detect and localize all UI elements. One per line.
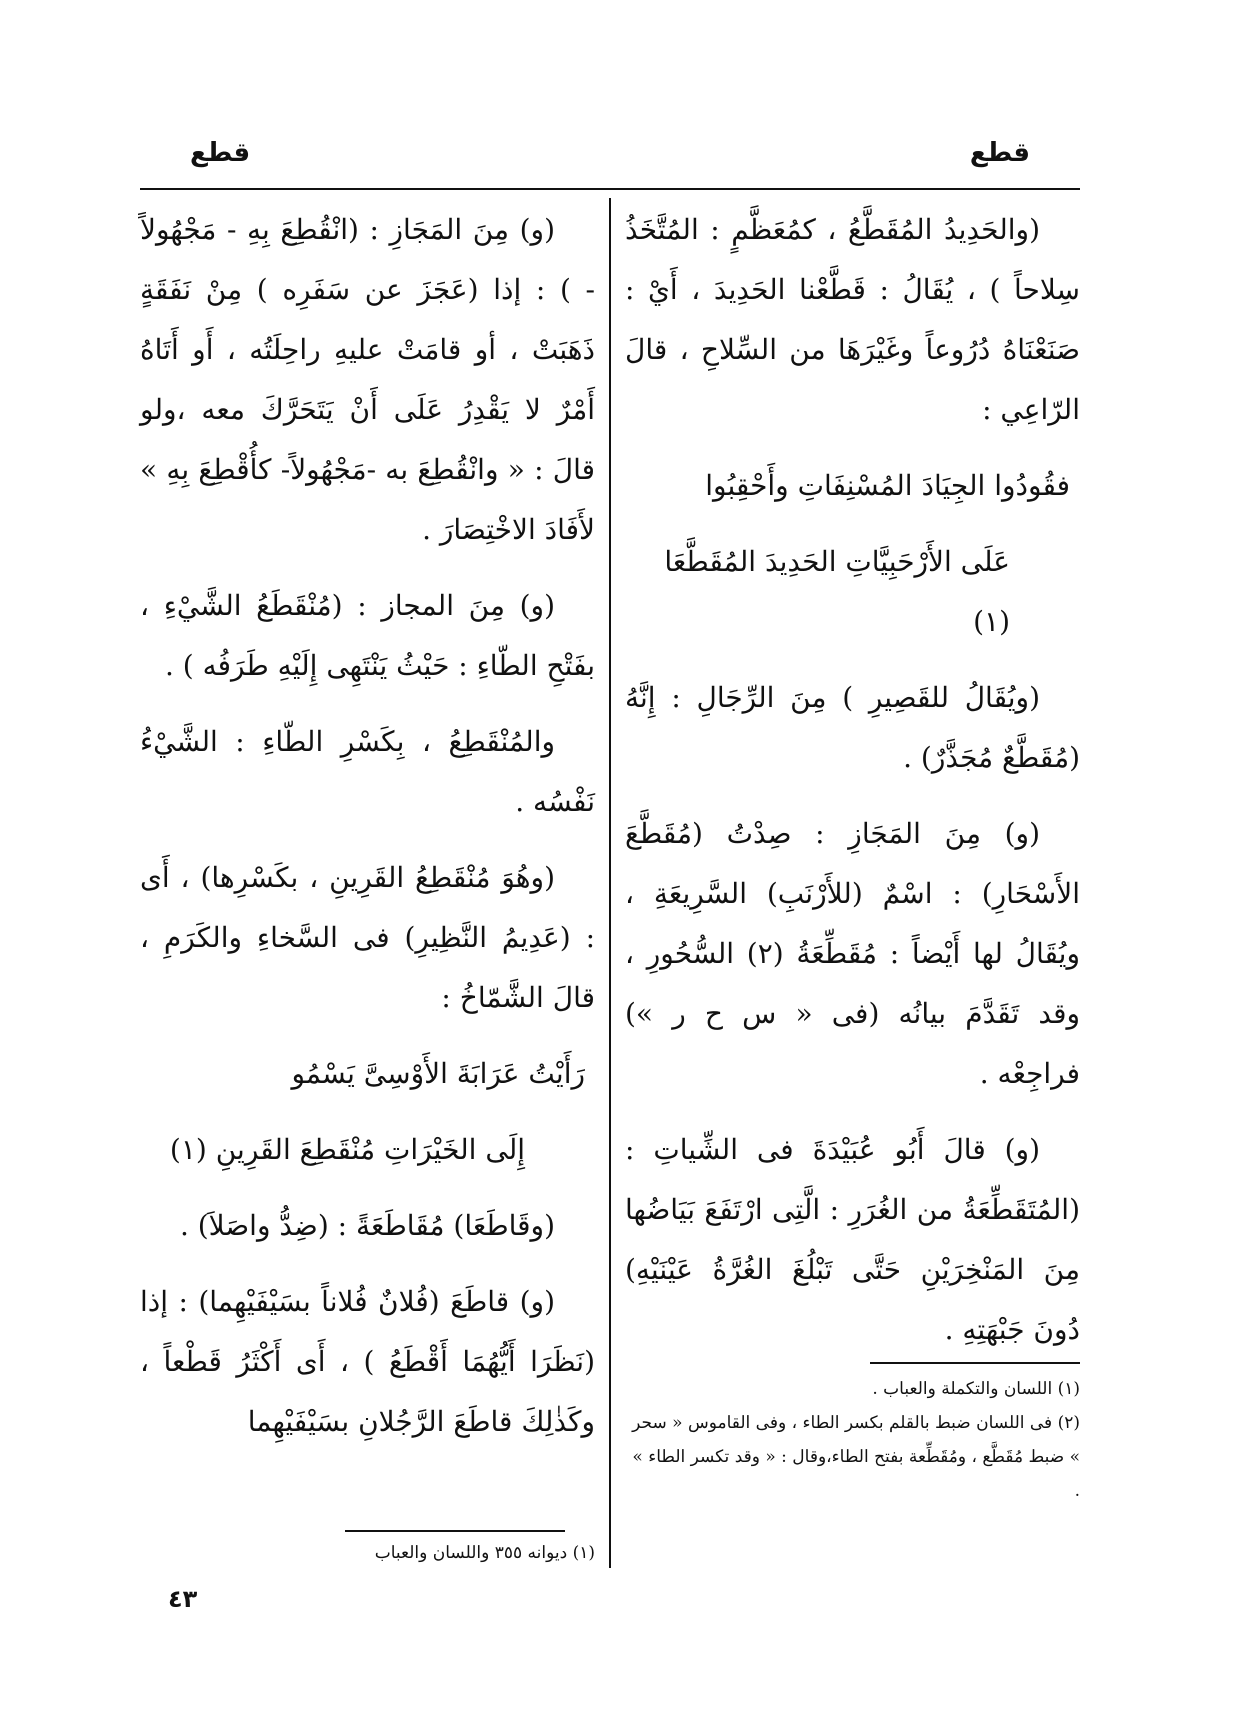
paragraph: (و) مِنَ المَجَازِ : صِدْتُ (مُقَطَّعَ الأَسْحَارِ) : اسْمٌ (للأَرْنَبِ) السَّرِيعَةِ ، ويُقَالُ لها أَيْضاً : مُقَطِّعَةُ (٢) السُّحُورِ ، وقد تَقَدَّمَ بيانُه (فى « س ح ر ») فراجِعْه . (625, 817, 1080, 1090)
paragraph: (وقَاطَعَا) مُقَاطَعَةً : (ضِدُّ واصَلاَ) . (179, 1209, 555, 1242)
paragraph: (و) قالَ أَبُو عُبَيْدَةَ فى الشِّياتِ : (المُتَقَطِّعَةُ من الغُرَرِ : الَّتِى ارْتَفَعَ بَيَاضُها مِنَ المَنْخِرَيْنِ حَتَّى تَبْلُغَ الغُرَّةُ عَيْنَيْهِ) دُونَ جَبْهَتِهِ . (625, 1133, 1080, 1346)
header-rule (140, 188, 1080, 190)
paragraph: (و) قاطَعَ (فُلانٌ فُلاناً بسَيْفَيْهِما) : إذا (نَظَرَا أَيُّهُمَا أَقْطَعُ ) ، أَى أَكْثَرُ قَطْعاً ، وكَذٰلِكَ قاطَعَ الرَّجُلانِ بسَيْفَيْهِما (140, 1285, 595, 1438)
paragraph: (و) مِنَ المَجَازِ : (انْقُطِعَ بِهِ - مَجْهُولاً - ) : إذا (عَجَزَ عن سَفَرِه ) مِنْ نَفَقَةٍ ذَهَبَتْ ، أو قامَتْ عليهِ راحِلَتُه ، أَو أَتَاهُ أَمْرٌ لا يَقْدِرُ عَلَى أَنْ يَتَحَرَّكَ معه ،ولو قالَ : « وانْقُطِعَ به -مَجْهُولاً- كأُقْطِعَ بِهِ » لأَفَادَ الاخْتِصَارَ . (140, 213, 595, 546)
verse-line: عَلَى الأَرْحَبِيَّاتِ الحَدِيدَ المُقَطَّعَا (١) (664, 545, 1010, 638)
page-number: ٤٣ (168, 1585, 198, 1613)
verse-line: إِلَى الخَيْرَاتِ مُنْقَطِعَ القَرِينِ (١) (169, 1133, 525, 1166)
paragraph: والمُنْقَطِعُ ، بِكَسْرِ الطّاءِ : الشَّيْءُ نَفْسُه . (140, 725, 595, 818)
verse-line: رَأَيْتُ عَرَابَةَ الأَوْسِىَّ يَسْمُو (291, 1057, 585, 1090)
paragraph: (وهُوَ مُنْقَطِعُ القَرِينِ ، بكَسْرِها) ، أَى : (عَدِيمُ النَّظِيرِ) فى السَّخاءِ والكَرَمِ ، قالَ الشَّمّاخُ : (140, 861, 595, 1014)
paragraph: (ويُقَالُ للقَصِيرِ ) مِنَ الرِّجَالِ : إِنَّهُ (مُقَطَّعٌ مُجَذَّرٌ) . (625, 681, 1080, 774)
right-column (625, 200, 1080, 1376)
footnote-rule (870, 1362, 1080, 1364)
paragraph: (والحَدِيدُ المُقَطَّعُ ، كمُعَظَّمٍ : المُتَّخَذُ سِلاحاً ) ، يُقَالُ : قَطَّعْنا الحَدِيدَ ، أَيْ : صَنَعْنَاهُ دُرُوعاً وغَيْرَهَا من السِّلاحِ ، قالَ الرّاعِي : (625, 213, 1080, 426)
right-footnotes (625, 1372, 1080, 1508)
footnote: (١) ديوانه ٣٥٥ واللسان والعباب (374, 1543, 595, 1563)
left-footnotes (140, 1536, 595, 1570)
right-running-head: قطع (969, 138, 1030, 168)
footnote: (٢) فى اللسان ضبط بالقلم بكسر الطاء ، وفى القاموس « سحر » ضبط مُقَطَّع ، ومُقَطِّعة بفتح الطاء،وقال : « وقد تكسر الطاء » . (632, 1413, 1080, 1501)
footnote-rule (345, 1530, 565, 1532)
left-column (140, 200, 595, 1468)
paragraph: (و) مِنَ المجاز : (مُنْقَطَعُ الشَّيْءِ ، بفَتْحِ الطّاءِ : حَيْثُ يَنْتَهِى إِلَيْهِ طَرَفُه ) . (140, 589, 595, 682)
column-divider (609, 198, 611, 1568)
left-running-head: قطع (190, 138, 251, 168)
footnote: (١) اللسان والتكملة والعباب . (872, 1379, 1080, 1399)
verse-line: فقُودُوا الجِيَادَ المُسْنِفَاتِ وأَحْقِبُوا (705, 469, 1070, 502)
